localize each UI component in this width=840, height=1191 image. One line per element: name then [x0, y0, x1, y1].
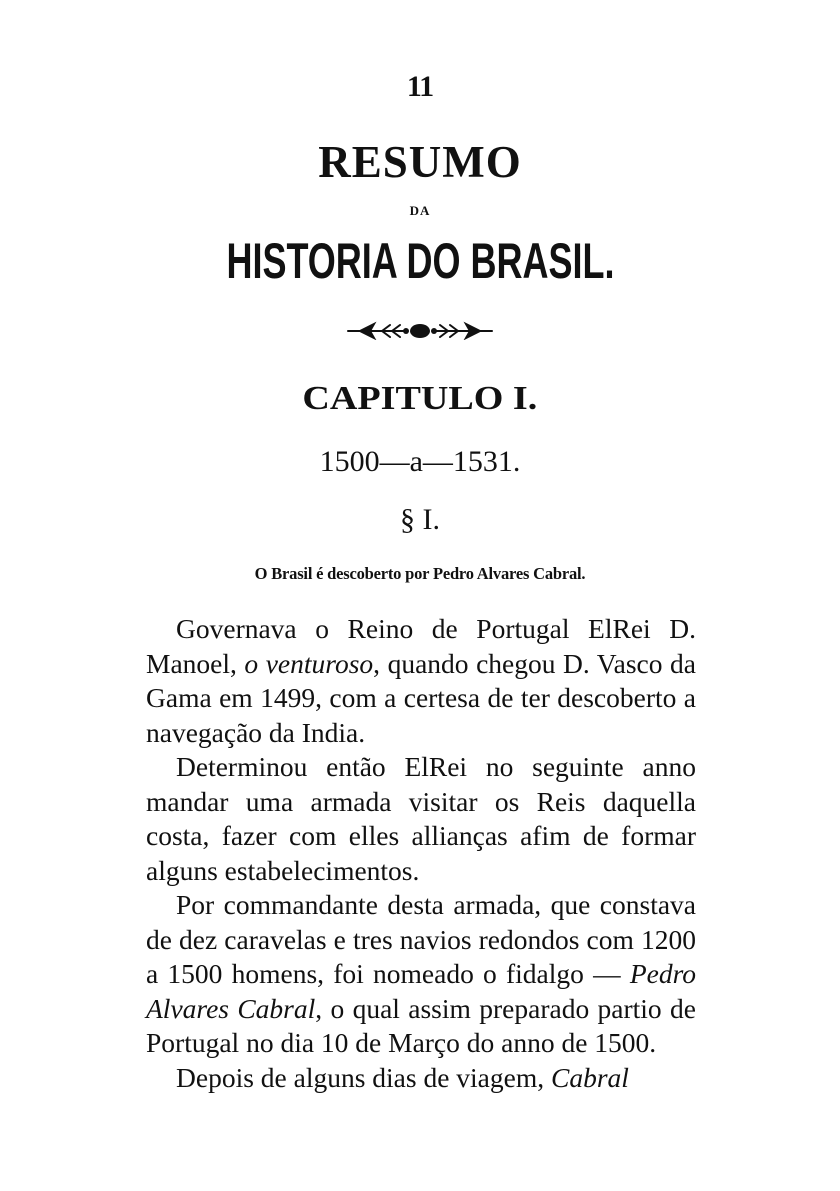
section-summary: O Brasil é descoberto por Pedro Alvares Cabral.: [254, 564, 586, 583]
paragraph-3-text-b: , o qual assim preparado partio de Portugal no dia 10 de Março do anno de 1500.: [146, 992, 696, 1058]
title-historia-do-brasil: [0, 233, 840, 289]
ornamental-divider-icon: [340, 318, 500, 340]
paragraph-1-text-b: , quando chegou D. Vasco da Gama em 1499, com a certesa de ter descoberto a navegação da India.: [146, 647, 696, 748]
title-resumo: RESUMO: [318, 137, 522, 187]
paragraph-3: [146, 888, 696, 1061]
paragraph-1: [146, 612, 696, 750]
title-da: DA: [409, 203, 431, 218]
paragraph-4-text-a: Depois de alguns dias de viagem,: [176, 1061, 551, 1093]
title-historia-text: HISTORIA DO BRASIL.: [225, 233, 615, 289]
section-mark: § I.: [400, 503, 440, 536]
body-text: [146, 612, 696, 1095]
paragraph-4: [146, 1061, 696, 1096]
paragraph-3-italic: Pedro Alvares Cabral: [146, 958, 696, 1024]
chapter-heading-text: CAPITULO I.: [302, 380, 538, 417]
paragraph-2: Determinou então ElRei no seguinte anno mandar uma armada visitar os Reis daquella costa, fazer com elles allianças afim de formar alguns estabelecimentos.: [146, 751, 696, 886]
page-number: 11: [406, 70, 434, 103]
paragraph-1-text-a: Governava o Reino de Portugal ElRei D. Manoel,: [146, 613, 696, 679]
paragraph-1-italic: o venturoso: [244, 647, 374, 679]
chapter-dates: 1500—a—1531.: [319, 445, 521, 478]
paragraph-4-italic: Cabral: [550, 1061, 629, 1093]
chapter-heading: [0, 380, 840, 418]
paragraph-3-text-a: Por commandante desta armada, que constava de dez caravelas e tres navios redondos com 1200 a 1500 homens, foi nomeado o fidalgo —: [146, 889, 696, 989]
